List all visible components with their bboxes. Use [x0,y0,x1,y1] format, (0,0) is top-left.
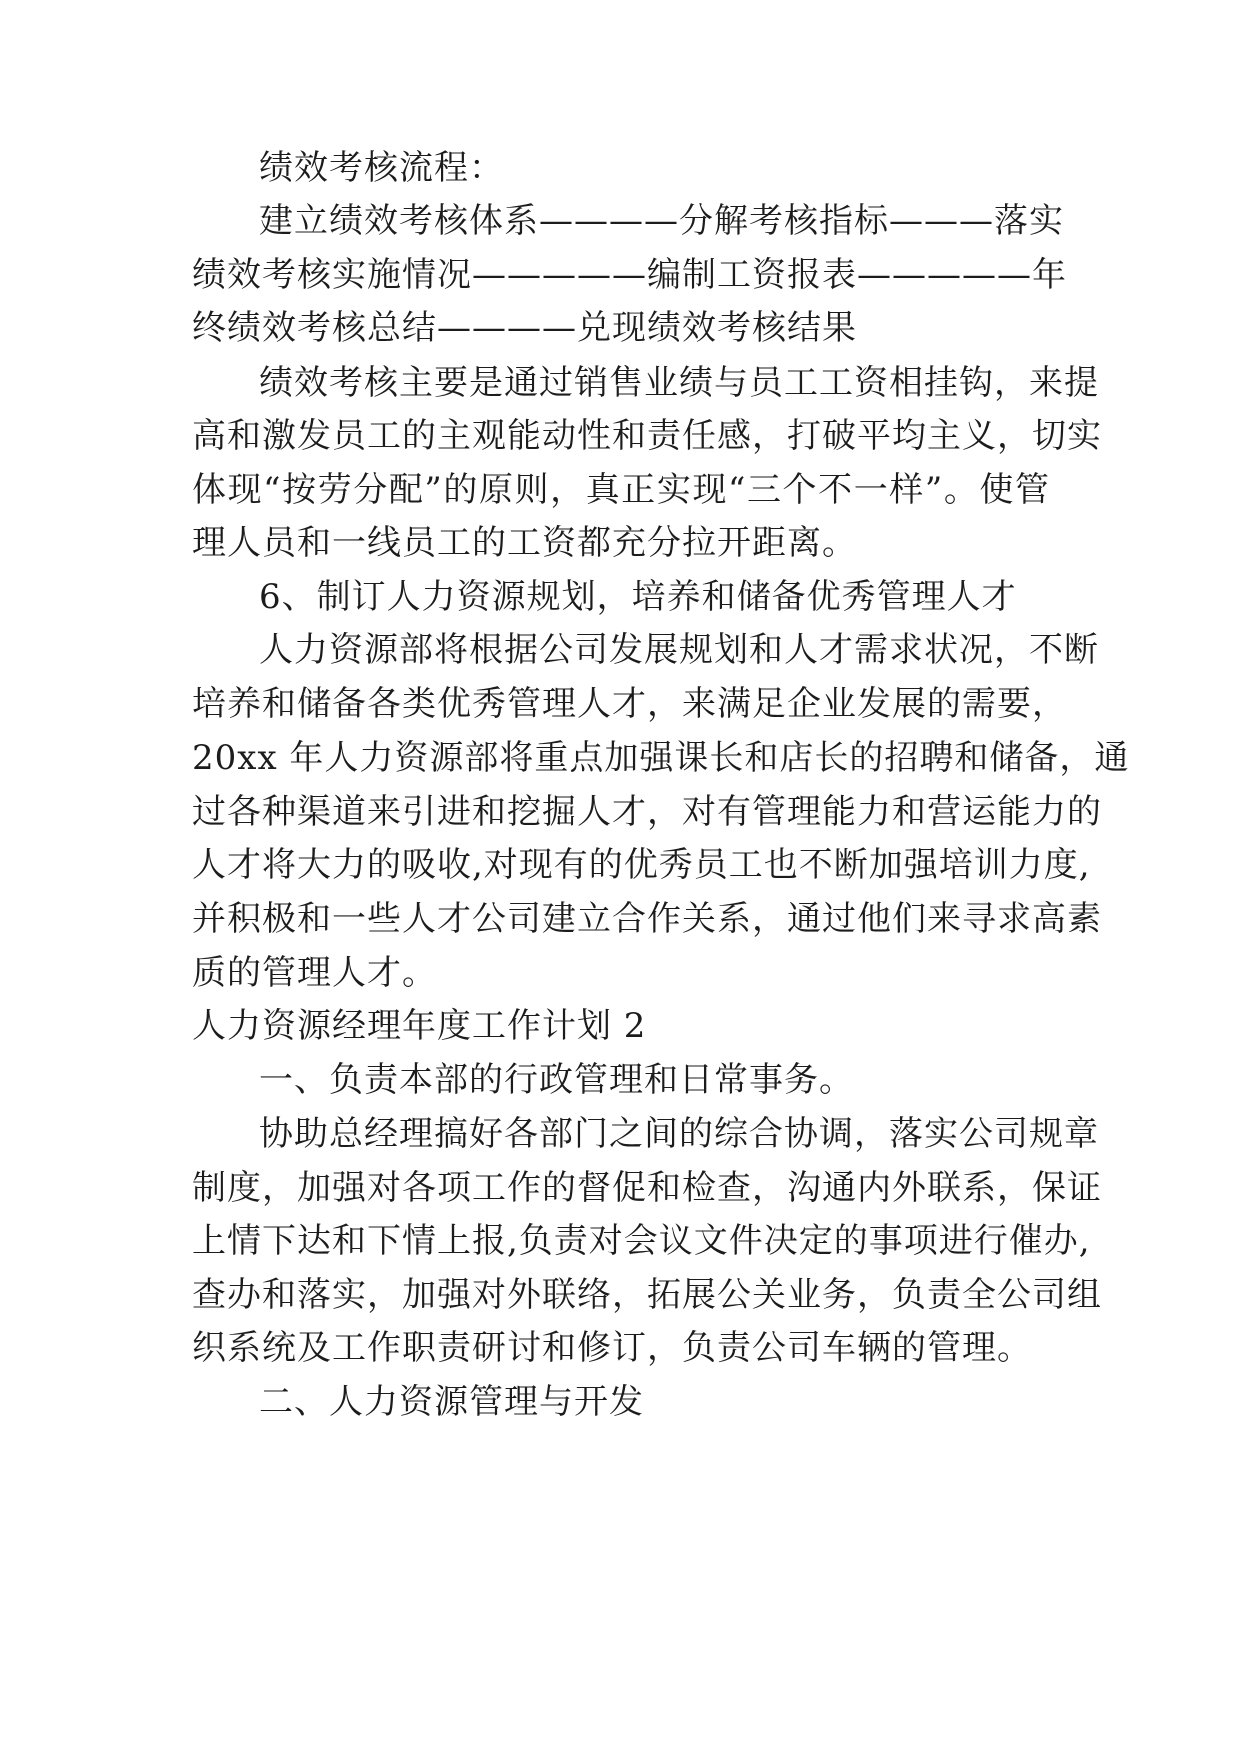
text-line: 并积极和一些人才公司建立合作关系，通过他们来寻求高素 [192,899,1102,939]
text-line: 过各种渠道来引进和挖掘人才，对有管理能力和营运能力的 [192,792,1102,832]
text-line: 协助总经理搞好各部门之间的综合协调，落实公司规章 [259,1114,1099,1154]
text-line: 人才将大力的吸收,对现有的优秀员工也不断加强培训力度, [192,845,1091,885]
document-subtitle: 人力资源经理年度工作计划 2 [192,1006,647,1046]
text-line: 绩效考核流程： [259,148,504,188]
text-line: 制度，加强对各项工作的督促和检查，沟通内外联系，保证 [192,1168,1102,1208]
text-line: 20xx 年人力资源部将重点加强课长和店长的招聘和储备，通 [192,738,1130,778]
text-line: 体现“按劳分配”的原则，真正实现“三个不一样”。使管 [192,470,1050,510]
text-line: 理人员和一线员工的工资都充分拉开距离。 [192,523,857,563]
text-line: 绩效考核主要是通过销售业绩与员工工资相挂钩，来提 [259,363,1099,403]
section-heading: 二、人力资源管理与开发 [259,1382,644,1422]
section-heading: 一、负责本部的行政管理和日常事务。 [259,1060,854,1100]
text-line: 查办和落实，加强对外联络，拓展公关业务，负责全公司组 [192,1275,1102,1315]
section-heading: 6、制订人力资源规划，培养和储备优秀管理人才 [259,577,1017,617]
text-line: 绩效考核实施情况—————编制工资报表—————年 [192,255,1067,295]
text-line: 人力资源部将根据公司发展规划和人才需求状况，不断 [259,630,1099,670]
text-line: 上情下达和下情上报,负责对会议文件决定的事项进行催办, [192,1221,1091,1261]
text-line: 织系统及工作职责研讨和修订，负责公司车辆的管理。 [192,1328,1032,1368]
text-line: 质的管理人才。 [192,953,437,993]
text-line: 培养和储备各类优秀管理人才，来满足企业发展的需要， [192,684,1067,724]
text-line: 建立绩效考核体系————分解考核指标———落实 [259,201,1064,241]
text-line: 终绩效考核总结————兑现绩效考核结果 [192,308,857,348]
text-line: 高和激发员工的主观能动性和责任感，打破平均主义，切实 [192,416,1102,456]
